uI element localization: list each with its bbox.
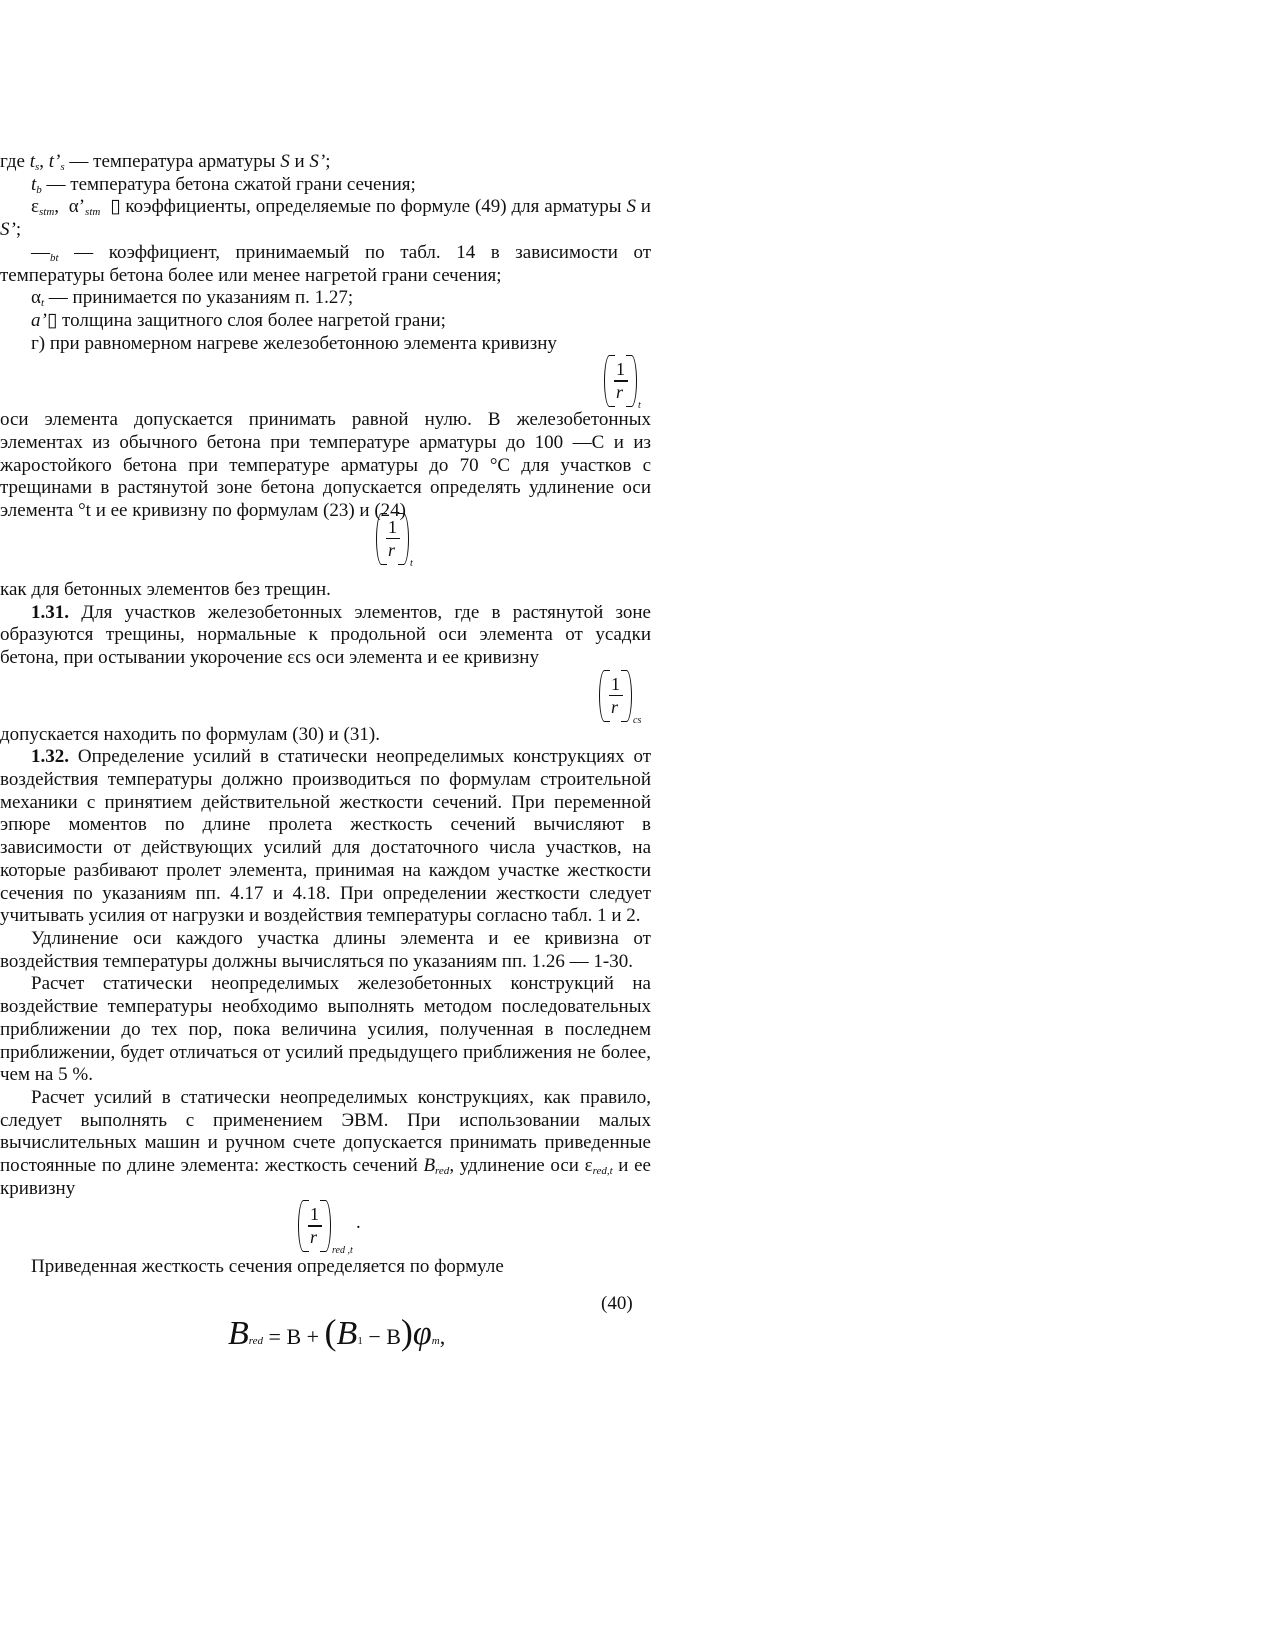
paragraph-bt: $—_{bt}$ — коэффициент, принимаемый по табл. 14 в зависимости от температуры бетона более или менее нагретой грани сечения; bbox=[0, 241, 651, 286]
formula-b-red: Bred = B + (B1 − B)φm, bbox=[228, 1312, 446, 1353]
paragraph-elongation: Удлинение оси каждого участка длины элемента и ее кривизна от воздействия температуры должны вычисляться по указаниям пп. 1.26 — 1-30. bbox=[0, 927, 651, 972]
paragraph-where-ts: где $t_s$, $t’_s$ — температура арматуры S и S’; bbox=[0, 151, 331, 173]
formula-40-row bbox=[0, 1279, 651, 1367]
paragraph-iterative-calc: Расчет статически неопределимых железобетонных конструкций на воздействие температуры необходимо выполнять методом последовательных приближении до тех пор, пока величина усилия, полученная в последнем приближении, будет отличаться от усилий предыдущего приближения не более, чем на 5 %. bbox=[0, 973, 651, 1086]
paragraph-computer-calc: Расчет усилий в статически неопределимых конструкциях, как правило, следует выполнять с применением ЭВМ. При использовании малых вычислительных машин и ручном счете допускается принимать приведенные постоянные по длине элемента: жесткость сечений $B_{red}$, удлинение оси $\varepsilon_{red,t}$ и ее кривизну bbox=[0, 1086, 651, 1199]
paragraph-1-31: 1.31. Для участков железобетонных элементов, где в растянутой зоне образуются трещины, нормальные к продольной оси элемента от усадки бетона, при остывании укорочение εcs оси элемента и ее кривизну bbox=[0, 601, 651, 668]
curvature-fraction-row-4 bbox=[0, 1200, 651, 1256]
paragraph-axis-zero: оси элемента допускается принимать равной нулю. В железобетонных элементах из обычного бетона при температуре арматуры до 100 —С и из жаростойкого бетона при температуре арматуры до 70 °С для участков с трещинами в растянутой зоне бетона допускается определять удлинение оси элемента °t и ее кривизну по формулам (23) и (24) bbox=[0, 409, 651, 522]
curvature-fraction-row-3 bbox=[0, 670, 651, 724]
paragraph-a-prime: a’▯ толщина защитного слоя более нагретой грани; bbox=[31, 309, 446, 331]
paragraph-uniform-heating: г) при равномерном нагреве железобетонною элемента кривизну bbox=[31, 332, 557, 354]
curvature-fraction-row-2 bbox=[0, 516, 651, 579]
curvature-fraction-red: 1 r red ,t bbox=[298, 1200, 342, 1252]
paragraph-no-cracks: как для бетонных элементов без трещин. bbox=[0, 578, 331, 600]
curvature-fraction-t: 1 r t bbox=[604, 355, 648, 407]
paragraph-alpha-t: $\alpha_t$ — принимается по указаниям п. 1.27; bbox=[31, 287, 354, 310]
curvature-fraction-cs: 1 r cs bbox=[599, 670, 643, 722]
paragraph-epsilon-stm: $\varepsilon_{stm}$, $\alpha’_{stm}$ ▯ коэффициенты, определяемые по формуле (49) для арматуры S и S’; bbox=[0, 196, 651, 241]
paragraph-tb: $t_b$ — температура бетона сжатой грани сечения; bbox=[31, 173, 416, 196]
curvature-fraction-t-2: 1 r t bbox=[376, 513, 420, 565]
curvature-fraction-row-1 bbox=[0, 355, 651, 412]
text-column bbox=[0, 151, 651, 1367]
equation-number: (40) bbox=[601, 1293, 633, 1315]
paragraph-1-32: 1.32. Определение усилий в статически неопределимых конструкциях от воздействия температуры должно производиться по формулам строительной механики с принятием действительной жесткости сечений. При переменной эпюре моментов по длине пролета жесткость сечений вычисляют в зависимости от действующих усилий для достаточного числа участков, на которые разбивают пролет элемента, принимая на каждом участке жесткости сечения по указаниям пп. 4.17 и 4.18. При определении жесткости следует учитывать усилия от нагрузки и воздействия температуры согласно табл. 1 и 2. bbox=[0, 746, 651, 927]
paragraph-formulas-30-31: допускается находить по формулам (30) и (31). bbox=[0, 723, 380, 745]
fraction-period: . bbox=[356, 1212, 361, 1234]
paragraph-reduced-stiffness: Приведенная жесткость сечения определяется по формуле bbox=[31, 1256, 504, 1278]
